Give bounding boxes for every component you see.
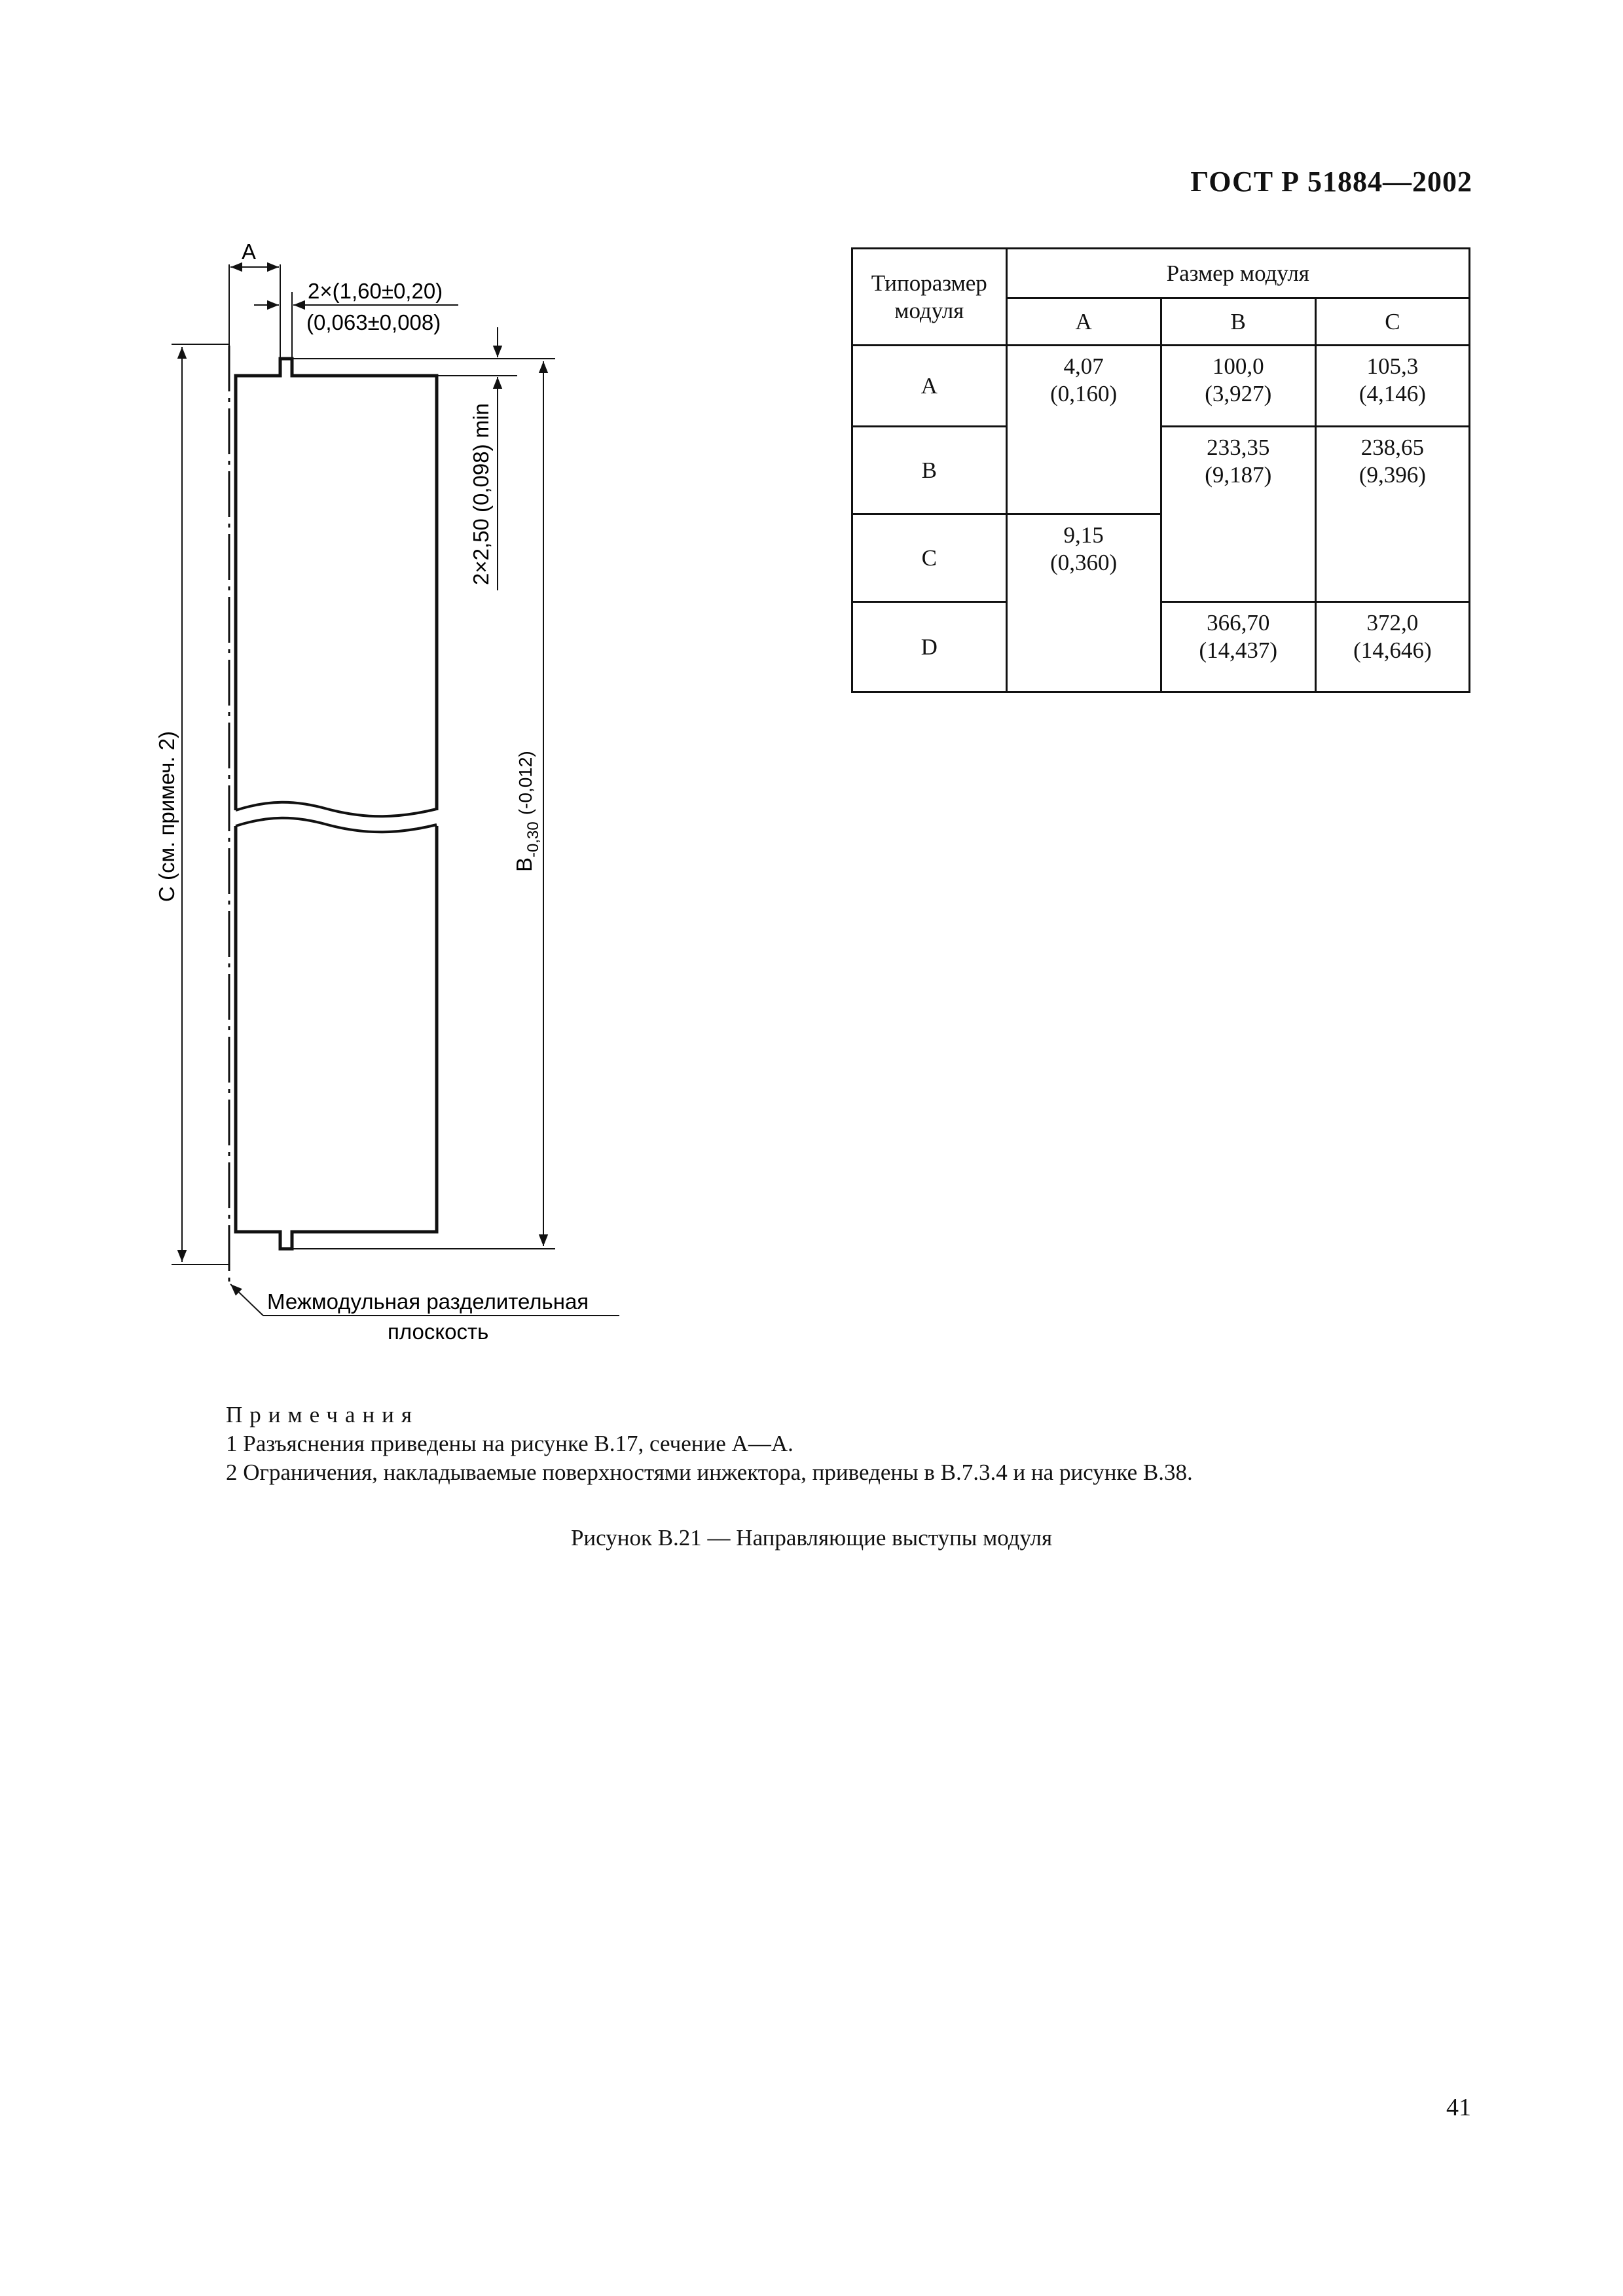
break-line-lower <box>236 818 437 833</box>
cell-c-value <box>1315 427 1469 602</box>
cell-a-value <box>1006 346 1161 514</box>
dim-b-main: B <box>512 857 536 872</box>
dim-a-label: А <box>241 240 257 264</box>
figure-caption: Рисунок В.21 — Направляющие выступы модуля <box>570 1525 1053 1551</box>
dim-b-in: (-0,012) <box>515 751 536 816</box>
tab-width-in-label: (0,063±0,008) <box>306 310 441 334</box>
dim-b-sub: -0,30 <box>524 821 542 857</box>
cell-c-value <box>1315 346 1469 427</box>
column-header-c: С <box>1315 298 1469 346</box>
module-size-table <box>851 247 1470 693</box>
cell-value-mm: 366,70 <box>1207 610 1270 636</box>
dim-c-label: С (см. примеч. 2) <box>155 731 179 902</box>
table-corner-header <box>852 249 1007 346</box>
dim-b-label <box>512 751 542 872</box>
cell-b-value <box>1161 427 1315 602</box>
cell-value-in: (4,146) <box>1359 381 1426 406</box>
cell-b-value <box>1161 602 1315 692</box>
column-header-b: B <box>1161 298 1315 346</box>
page-number: 41 <box>1446 2094 1471 2121</box>
cell-c-value <box>1315 602 1469 692</box>
module-body-upper <box>236 359 437 810</box>
corner-header-line2: модуля <box>894 297 964 323</box>
cell-value-mm: 4,07 <box>1063 353 1104 379</box>
plane-label-line1: Межмодульная разделительная <box>267 1289 589 1314</box>
notes-block <box>226 1401 1193 1487</box>
cell-value-in: (9,187) <box>1205 462 1272 488</box>
row-size-label: С <box>852 514 1007 602</box>
row-size-label: B <box>852 427 1007 514</box>
column-header-a: А <box>1006 298 1161 346</box>
tab-height-label: 2×2,50 (0,098) min <box>469 403 493 585</box>
cell-a-value <box>1006 514 1161 692</box>
tab-width-mm-label: 2×(1,60±0,20) <box>308 279 443 303</box>
table-row <box>852 602 1470 692</box>
corner-header-line1: Типоразмер <box>871 270 987 296</box>
row-size-label: D <box>852 602 1007 692</box>
cell-value-in: (0,160) <box>1050 381 1118 406</box>
cell-value-mm: 9,15 <box>1063 522 1104 548</box>
cell-value-mm: 238,65 <box>1360 435 1425 460</box>
cell-value-in: (14,437) <box>1199 637 1277 663</box>
table-row <box>852 346 1470 427</box>
cell-value-in: (0,360) <box>1050 550 1118 575</box>
cell-value-mm: 372,0 <box>1366 610 1419 636</box>
cell-value-mm: 100,0 <box>1212 353 1264 379</box>
plane-label-line2: плоскость <box>388 1319 489 1344</box>
cell-value-mm: 105,3 <box>1366 353 1419 379</box>
cell-value-mm: 233,35 <box>1207 435 1270 460</box>
break-line-upper <box>236 802 437 817</box>
cell-value-in: (14,646) <box>1353 637 1432 663</box>
cell-value-in: (3,927) <box>1205 381 1272 406</box>
cell-b-value <box>1161 346 1315 427</box>
notes-title: Примечания <box>226 1402 420 1427</box>
module-body-lower <box>236 826 437 1249</box>
table-row <box>852 427 1470 514</box>
cell-value-in: (9,396) <box>1359 462 1426 488</box>
standard-header: ГОСТ Р 51884—2002 <box>1190 166 1472 198</box>
note-item: 2 Ограничения, накладываемые поверхностями инжектора, приведены в В.7.3.4 и на рисунке В.38. <box>226 1460 1193 1485</box>
row-size-label: А <box>852 346 1007 427</box>
group-header: Размер модуля <box>1006 249 1469 298</box>
note-item: 1 Разъяснения приведены на рисунке В.17, сечение А—А. <box>226 1431 793 1456</box>
